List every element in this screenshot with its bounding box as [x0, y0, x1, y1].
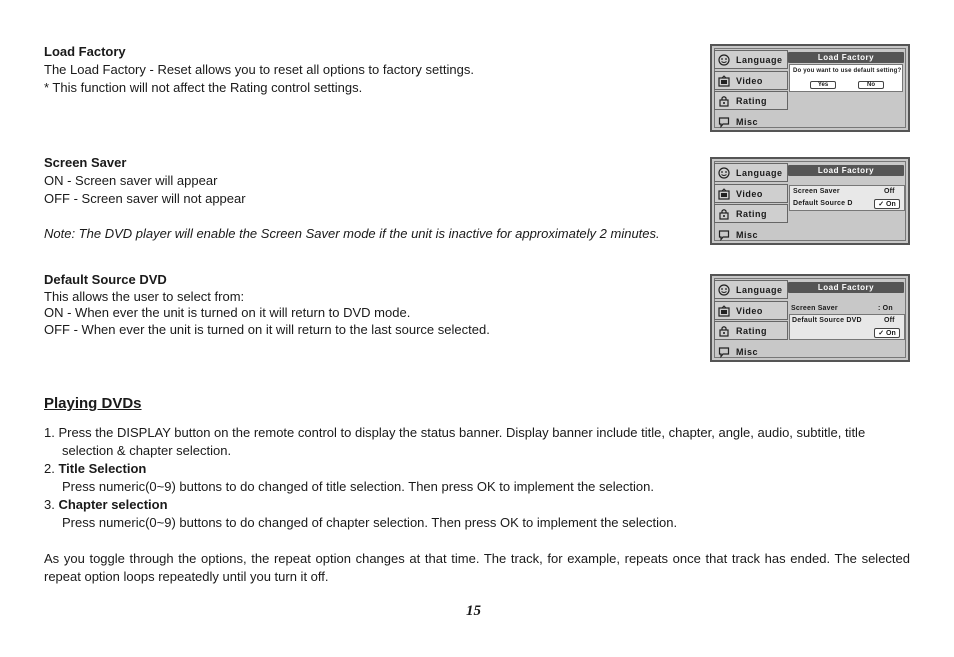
tv-icon [718, 305, 730, 317]
osd-header: Load Factory [788, 52, 904, 63]
osd-menu-misc-label: Misc [736, 346, 759, 357]
osd-menu-video-label: Video [736, 305, 763, 316]
lock-icon [718, 325, 730, 337]
osd-menu-rating-label: Rating [736, 325, 767, 336]
osd-menu-misc[interactable] [714, 112, 788, 131]
confirm-question: Do you want to use default setting? [793, 68, 902, 74]
tv-icon [718, 188, 730, 200]
lock-icon [718, 95, 730, 107]
load-factory-heading: Load Factory [44, 44, 126, 59]
osd-panel-load-factory [710, 44, 910, 132]
osd-menu-rating[interactable] [714, 204, 788, 223]
step2-title: Title Selection [58, 461, 147, 476]
screen-saver-on: ON - Screen saver will appear [44, 173, 218, 188]
osd-panel-screen-saver [710, 157, 910, 245]
osd-header: Load Factory [788, 165, 904, 176]
osd-menu-misc[interactable] [714, 342, 788, 361]
step3-number: 3. [44, 497, 59, 512]
default-source-row-value: Off [884, 317, 895, 324]
osd-menu-rating-label: Rating [736, 95, 767, 106]
default-source-heading: Default Source DVD [44, 272, 167, 287]
osd-menu-language[interactable] [714, 50, 788, 69]
screen-saver-row-value: : On [878, 305, 893, 312]
osd-menu-rating[interactable] [714, 91, 788, 110]
on-option-selected[interactable]: ✓ On [874, 199, 900, 209]
osd-menu-language[interactable] [714, 280, 788, 299]
language-icon [718, 167, 730, 179]
repeat-paragraph: As you toggle through the options, the repeat option changes at that time. The track, for example, repeats once that track has ended. The selected repeat option loops repeatedly until you turn it off. [44, 551, 910, 584]
page-number: 15 [466, 603, 481, 619]
osd-header: Load Factory [788, 282, 904, 293]
no-button[interactable]: No [858, 81, 884, 89]
default-source-on: ON - When ever the unit is turned on it will return to DVD mode. [44, 305, 411, 320]
osd-menu-misc[interactable] [714, 225, 788, 244]
osd-menu-misc-label: Misc [736, 116, 759, 127]
screen-saver-note: Note: The DVD player will enable the Screen Saver mode if the unit is inactive for approximately 2 minutes. [44, 226, 660, 241]
step3-title: Chapter selection [58, 497, 168, 512]
default-source-options [789, 314, 905, 340]
osd-menu-video-label: Video [736, 75, 763, 86]
load-factory-footnote: * This function will not affect the Rating control settings. [44, 80, 363, 95]
screen-saver-row-value: Off [884, 188, 895, 195]
osd-menu-language-label: Language [736, 54, 783, 65]
default-source-row-label: Default Source DVD [792, 317, 862, 324]
confirm-dialog [789, 64, 903, 92]
speech-bubble-icon [718, 116, 730, 128]
osd-menu-rating-label: Rating [736, 208, 767, 219]
screen-saver-off: OFF - Screen saver will not appear [44, 191, 246, 206]
default-source-off: OFF - When ever the unit is turned on it will return to the last source selected. [44, 322, 490, 337]
osd-menu-video[interactable] [714, 184, 788, 203]
tv-icon [718, 75, 730, 87]
screen-saver-options [789, 185, 905, 211]
step3-text: Press numeric(0~9) buttons to do changed of chapter selection. Then press OK to implement the selection. [62, 515, 678, 530]
osd-menu-language-label: Language [736, 284, 783, 295]
load-factory-description: The Load Factory - Reset allows you to reset all options to factory settings. [44, 62, 474, 77]
screen-saver-row-label: Screen Saver [791, 305, 838, 312]
osd-menu-video[interactable] [714, 301, 788, 320]
default-source-row-label: Default Source D [793, 200, 853, 207]
osd-menu-misc-label: Misc [736, 229, 759, 240]
step1-line1: 1. Press the DISPLAY button on the remote control to display the status banner. Display banner include title, chapter, angle, audio, subtitle, title [44, 425, 866, 440]
language-icon [718, 284, 730, 296]
lock-icon [718, 208, 730, 220]
osd-menu-rating[interactable] [714, 321, 788, 340]
osd-menu-video-label: Video [736, 188, 763, 199]
step2-heading [44, 460, 146, 478]
yes-button[interactable]: Yes [810, 81, 836, 89]
osd-menu-language-label: Language [736, 167, 783, 178]
default-source-intro: This allows the user to select from: [44, 289, 245, 304]
screen-saver-heading: Screen Saver [44, 155, 127, 170]
playing-dvds-title: Playing DVDs [44, 395, 142, 412]
step1-line2: selection & chapter selection. [62, 443, 232, 458]
language-icon [718, 54, 730, 66]
screen-saver-row-label: Screen Saver [793, 188, 840, 195]
osd-panel-default-source [710, 274, 910, 362]
step2-number: 2. [44, 461, 59, 476]
step2-text: Press numeric(0~9) buttons to do changed of title selection. Then press OK to implement the selection. [62, 479, 654, 494]
speech-bubble-icon [718, 346, 730, 358]
speech-bubble-icon [718, 229, 730, 241]
step3-heading [44, 496, 168, 514]
on-option-selected[interactable]: ✓ On [874, 328, 900, 338]
osd-menu-language[interactable] [714, 163, 788, 182]
osd-menu-video[interactable] [714, 71, 788, 90]
